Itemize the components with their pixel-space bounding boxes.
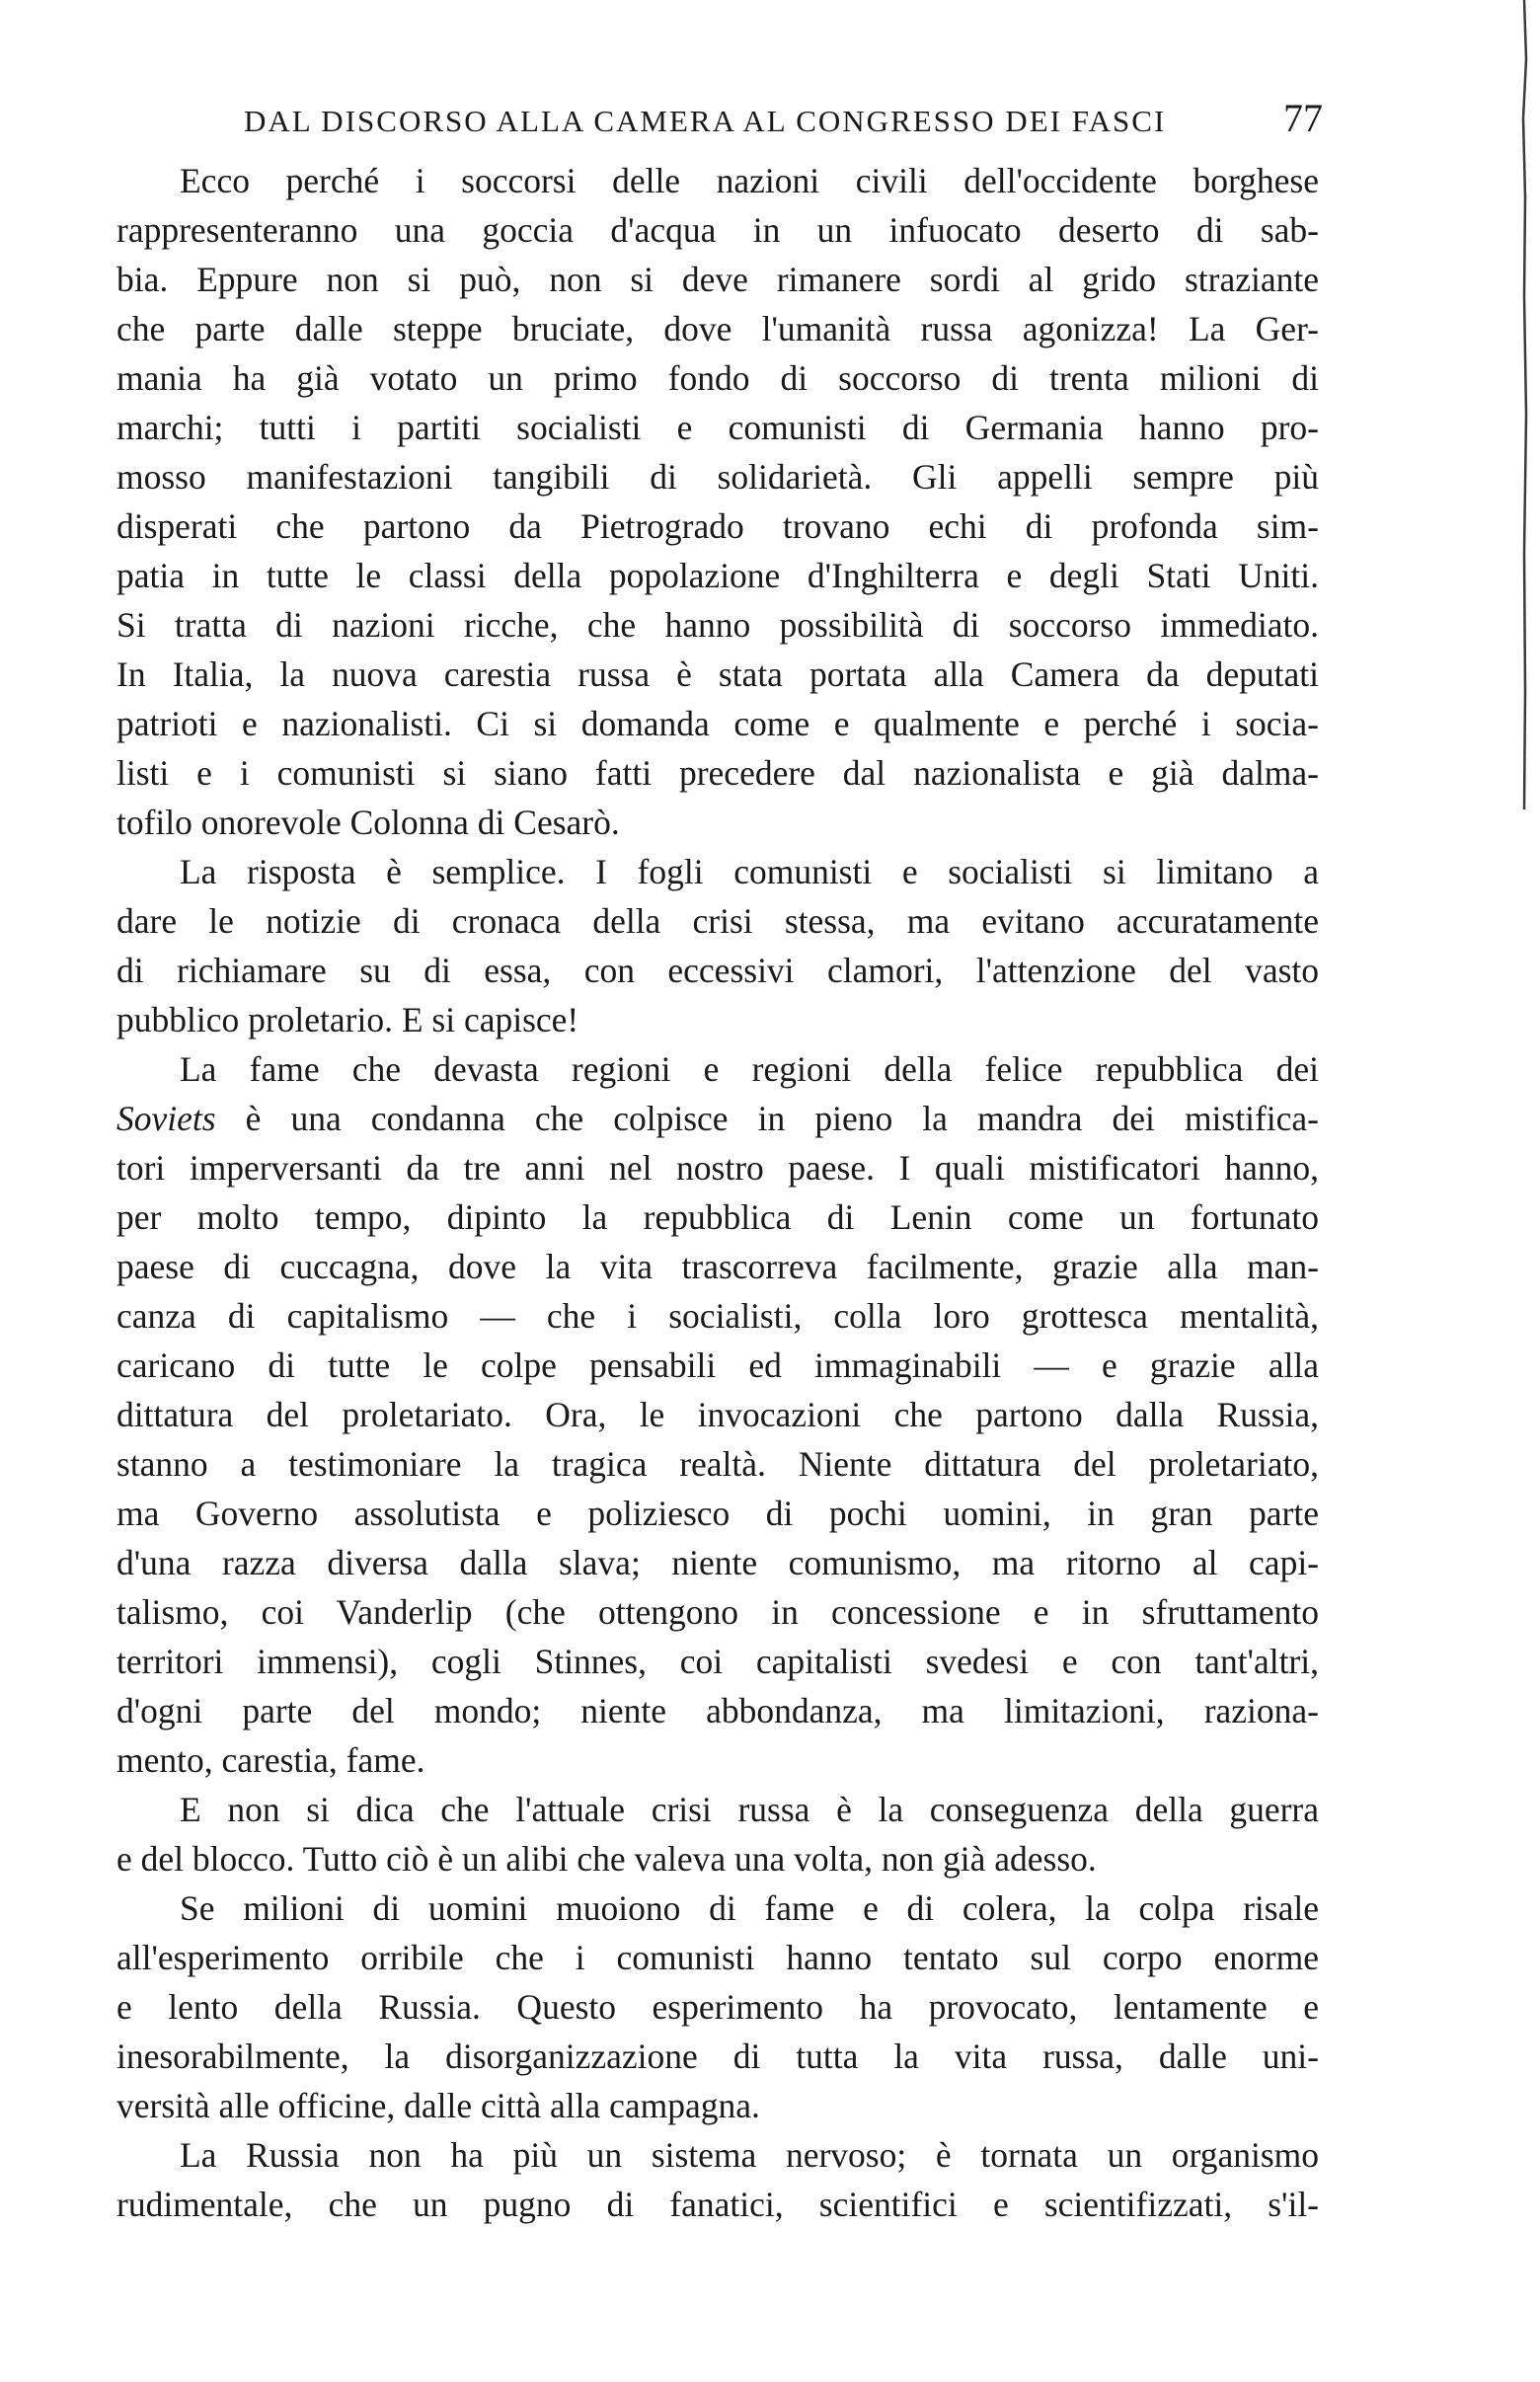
text-line: per molto tempo, dipinto la repubblica di Lenin come un fortunato <box>116 1197 1319 1237</box>
text-line: pubblico proletario. E si capisce! <box>116 1000 579 1039</box>
paragraph <box>116 156 1319 847</box>
running-head: DAL DISCORSO ALLA CAMERA AL CONGRESSO DEI FASCI <box>244 104 1167 138</box>
text-line: rappresenteranno una goccia d'acqua in un infuocato deserto di sab- <box>116 210 1319 250</box>
text-line: di richiamare su di essa, con eccessivi clamori, l'attenzione del vasto <box>116 951 1319 990</box>
paragraph <box>116 1883 1319 2130</box>
text-line: mento, carestia, fame. <box>116 1740 425 1780</box>
text-line: In Italia, la nuova carestia russa è stata portata alla Camera da deputati <box>116 654 1319 694</box>
text-line: Si tratta di nazioni ricche, che hanno possibilità di soccorso immediato. <box>116 605 1319 645</box>
page-header <box>150 95 1323 154</box>
text-line: La Russia non ha più un sistema nervoso; è tornata un organismo <box>180 2135 1319 2175</box>
paragraph <box>116 847 1319 1044</box>
paragraph <box>116 2130 1319 2229</box>
text-line: canza di capitalismo — che i socialisti, colla loro grottesca mentalità, <box>116 1296 1319 1336</box>
text-line: La fame che devasta regioni e regioni della felice repubblica dei <box>180 1049 1319 1089</box>
text-line: versità alle officine, dalle città alla campagna. <box>116 2086 760 2125</box>
text-line: che parte dalle steppe bruciate, dove l'umanità russa agonizza! La Ger- <box>116 309 1319 348</box>
text-line: talismo, coi Vanderlip (che ottengono in concessione e in sfruttamento <box>116 1592 1319 1632</box>
text-line: marchi; tutti i partiti socialisti e comunisti di Germania hanno pro- <box>116 408 1319 447</box>
italic-word: Soviets <box>116 1099 216 1138</box>
text-line: all'esperimento orribile che i comunisti hanno tentato sul corpo enorme <box>116 1938 1319 1977</box>
body-text <box>116 156 1319 2229</box>
text-line: e lento della Russia. Questo esperimento ha provocato, lentamente e <box>116 1987 1319 2027</box>
text-line: d'una razza diversa dalla slava; niente comunismo, ma ritorno al capi- <box>116 1543 1319 1582</box>
text-line: La risposta è semplice. I fogli comunisti e socialisti si limitano a <box>180 852 1319 891</box>
text-line: ma Governo assolutista e poliziesco di pochi uomini, in gran parte <box>116 1494 1319 1533</box>
paragraph <box>116 1044 1319 1785</box>
text-line: dittatura del proletariato. Ora, le invocazioni che partono dalla Russia, <box>116 1395 1319 1434</box>
text-line: Ecco perché i soccorsi delle nazioni civili dell'occidente borghese <box>180 161 1319 200</box>
text-line: patrioti e nazionalisti. Ci si domanda come e qualmente e perché i socia- <box>116 704 1319 743</box>
text-line <box>116 1094 1319 1143</box>
text-line: mania ha già votato un primo fondo di soccorso di trenta milioni di <box>116 358 1319 398</box>
text-line: dare le notizie di cronaca della crisi stessa, ma evitano accuratamente <box>116 901 1319 941</box>
text-line: Se milioni di uomini muoiono di fame e di colera, la colpa risale <box>180 1888 1319 1928</box>
text-line: listi e i comunisti si siano fatti precedere dal nazionalista e già dalma- <box>116 753 1319 793</box>
text-line: stanno a testimoniare la tragica realtà. Niente dittatura del proletariato, <box>116 1444 1319 1484</box>
text-line: inesorabilmente, la disorganizzazione di tutta la vita russa, dalle uni- <box>116 2036 1319 2076</box>
page-number: 77 <box>1283 96 1323 140</box>
text-line: tofilo onorevole Colonna di Cesarò. <box>116 803 620 842</box>
page-edge-shadow <box>1514 0 1530 809</box>
text-line: E non si dica che l'attuale crisi russa è la conseguenza della guerra <box>180 1790 1319 1829</box>
text-line: tori imperversanti da tre anni nel nostro paese. I quali mistificatori hanno, <box>116 1148 1319 1188</box>
paragraph <box>116 1785 1319 1883</box>
text-line: caricano di tutte le colpe pensabili ed immaginabili — e grazie alla <box>116 1345 1319 1385</box>
text-line: d'ogni parte del mondo; niente abbondanza, ma limitazioni, raziona- <box>116 1691 1319 1730</box>
text-line: paese di cuccagna, dove la vita trascorreva facilmente, grazie alla man- <box>116 1247 1319 1286</box>
text-line: e del blocco. Tutto ciò è un alibi che valeva una volta, non già adesso. <box>116 1839 1097 1879</box>
text-fragment: è una condanna che colpisce in pieno la mandra dei mistifica- <box>215 1099 1319 1138</box>
text-line: disperati che partono da Pietrogrado trovano echi di profonda sim- <box>116 506 1319 546</box>
text-line: bia. Eppure non si può, non si deve rimanere sordi al grido straziante <box>116 260 1319 299</box>
text-line: mosso manifestazioni tangibili di solidarietà. Gli appelli sempre più <box>116 457 1319 497</box>
text-line: rudimentale, che un pugno di fanatici, scientifici e scientifizzati, s'il- <box>116 2185 1319 2224</box>
text-line: patia in tutte le classi della popolazione d'Inghilterra e degli Stati Uniti. <box>116 556 1319 595</box>
text-line: territori immensi), cogli Stinnes, coi capitalisti svedesi e con tant'altri, <box>116 1642 1319 1681</box>
